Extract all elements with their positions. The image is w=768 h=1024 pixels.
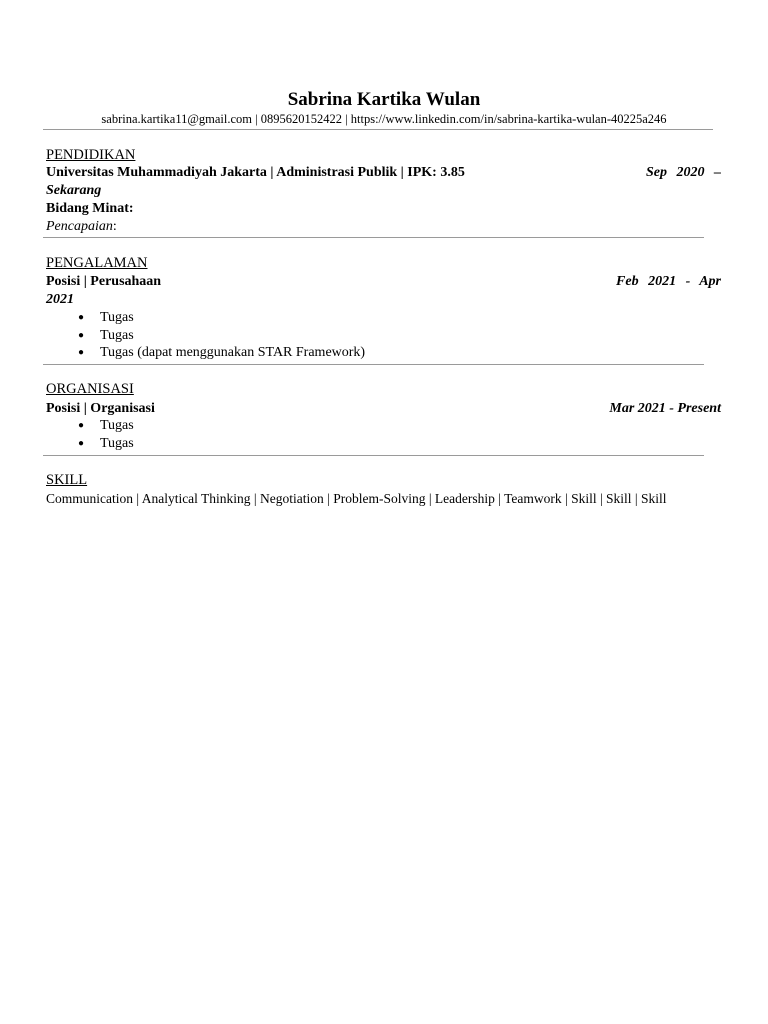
experience-date-end: 2021: [46, 292, 74, 307]
header-divider: [43, 129, 713, 130]
education-field-label: Bidang Minat:: [46, 201, 134, 216]
organization-task-text: Tugas: [100, 436, 134, 451]
education-achievement: [46, 218, 117, 236]
organization-task-text: Tugas: [100, 418, 134, 433]
organization-heading: ORGANISASI: [46, 381, 134, 397]
organization-task-item: [78, 435, 134, 453]
candidate-name: Sabrina Kartika Wulan: [287, 89, 481, 110]
experience-task-item: [78, 344, 365, 362]
organization-title: Posisi | Organisasi: [46, 401, 155, 416]
skills-list: Communication | Analytical Thinking | Negotiation | Problem-Solving | Leadership | Teamwork | Skill | Skill | Skill: [46, 491, 667, 506]
bullet-icon: ●: [78, 420, 85, 431]
experience-heading: PENGALAMAN: [46, 255, 148, 271]
experience-date-start: Feb 2021 - Apr: [616, 274, 721, 289]
experience-task-item: [78, 327, 134, 345]
experience-task-text: Tugas (dapat menggunakan STAR Framework): [100, 345, 366, 360]
organization-task-item: [78, 417, 134, 435]
experience-task-text: Tugas: [100, 328, 134, 343]
education-date-start: Sep 2020 –: [646, 165, 721, 180]
education-divider: [43, 237, 704, 238]
skills-heading: SKILL: [46, 472, 88, 488]
education-date-end: Sekarang: [46, 183, 102, 198]
bullet-icon: ●: [78, 438, 85, 449]
organization-date: Mar 2021 - Present: [609, 401, 721, 416]
education-achievement-label: Pencapaian: [46, 219, 113, 234]
education-heading: PENDIDIKAN: [46, 147, 136, 163]
education-institution: Universitas Muhammadiyah Jakarta | Administrasi Publik | IPK: 3.85: [46, 165, 465, 180]
bullet-icon: ●: [78, 312, 85, 323]
organization-divider: [43, 455, 704, 456]
experience-task-item: [78, 309, 134, 327]
experience-task-text: Tugas: [100, 310, 134, 325]
bullet-icon: ●: [78, 330, 85, 341]
education-achievement-colon: :: [112, 219, 117, 234]
experience-title: Posisi | Perusahaan: [46, 274, 162, 289]
experience-divider: [43, 364, 704, 365]
bullet-icon: ●: [78, 347, 85, 358]
contact-line: sabrina.kartika11@gmail.com | 0895620152422 | https://www.linkedin.com/in/sabrina-kartika-wulan-40225a246: [101, 112, 667, 126]
